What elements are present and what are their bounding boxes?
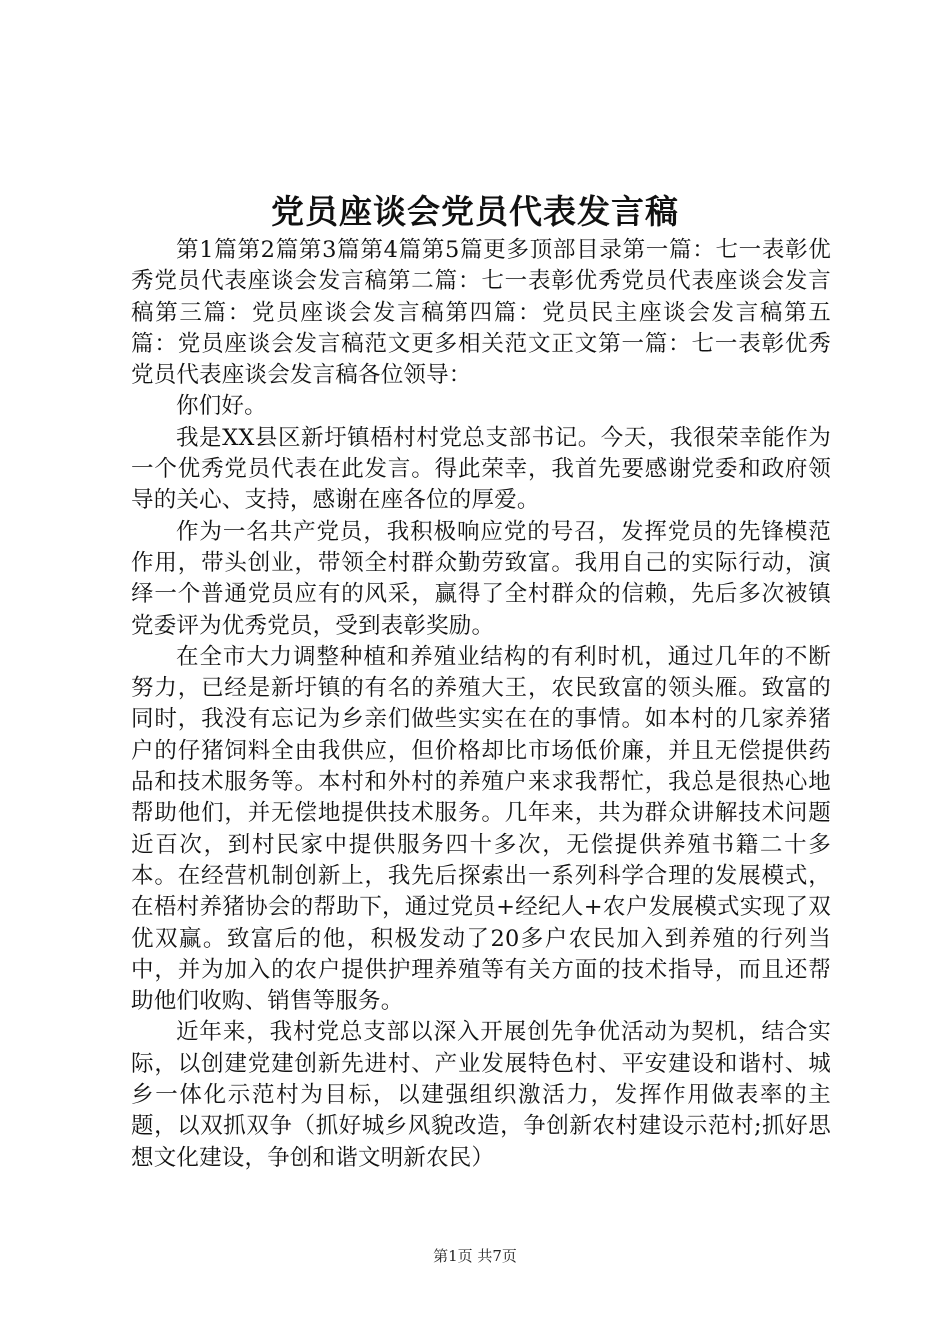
page-footer: 第1页 共7页 [433, 1247, 517, 1265]
paragraph-intro: 我是XX县区新圩镇梧村村党总支部书记。今天，我很荣幸能作为一个优秀党员代表在此发言。得此荣幸，我首先要感谢党委和政府领导的关心、支持，感谢在座各位的厚爱。 [131, 424, 831, 514]
paragraph-recent-years: 近年来，我村党总支部以深入开展创先争优活动为契机，结合实际，以创建党建创新先进村、产业发展特色村、平安建设和谐村、城乡一体化示范村为目标，以建强组织激活力，发挥作用做表率的主题，以双抓双争（抓好城乡风貌改造，争创新农村建设示范村;抓好思想文化建设，争创和谐文明新农民） [131, 1019, 831, 1171]
paragraph-role: 作为一名共产党员，我积极响应党的号召，发挥党员的先锋模范作用，带头创业，带领全村群众勤劳致富。我用自己的实际行动，演绎一个普通党员应有的风采，赢得了全村群众的信赖，先后多次被镇党委评为优秀党员，受到表彰奖励。 [131, 518, 831, 639]
paragraph-greeting: 你们好。 [176, 393, 267, 420]
document-body [131, 235, 831, 1174]
document-title: 党员座谈会党员代表发言稿 [271, 192, 679, 231]
paragraph-achievements: 在全市大力调整种植和养殖业结构的有利时机，通过几年的不断努力，已经是新圩镇的有名的养殖大王，农民致富的领头雁。致富的同时，我没有忘记为乡亲们做些实实在在的事情。如本村的几家养猪户的仔猪饲料全由我供应，但价格却比市场低价廉，并且无偿提供药品和技术服务等。本村和外村的养殖户来求我帮忙，我总是很热心地帮助他们，并无偿地提供技术服务。几年来，共为群众讲解技术问题近百次，到村民家中提供服务四十多次，无偿提供养殖书籍二十多本。在经营机制创新上，我先后探索出一系列科学合理的发展模式，在梧村养猪协会的帮助下，通过党员+经纪人+农户发展模式实现了双优双赢。致富后的他，积极发动了20多户农民加入到养殖的行列当中，并为加入的农户提供护理养殖等有关方面的技术指导，而且还帮助他们收购、销售等服务。 [131, 643, 831, 1015]
paragraph-toc: 第1篇第2篇第3篇第4篇第5篇更多顶部目录第一篇：七一表彰优秀党员代表座谈会发言稿第二篇：七一表彰优秀党员代表座谈会发言稿第三篇：党员座谈会发言稿第四篇：党员民主座谈会发言稿第五篇：党员座谈会发言稿范文更多相关范文正文第一篇：七一表彰优秀党员代表座谈会发言稿各位领导： [131, 237, 831, 389]
